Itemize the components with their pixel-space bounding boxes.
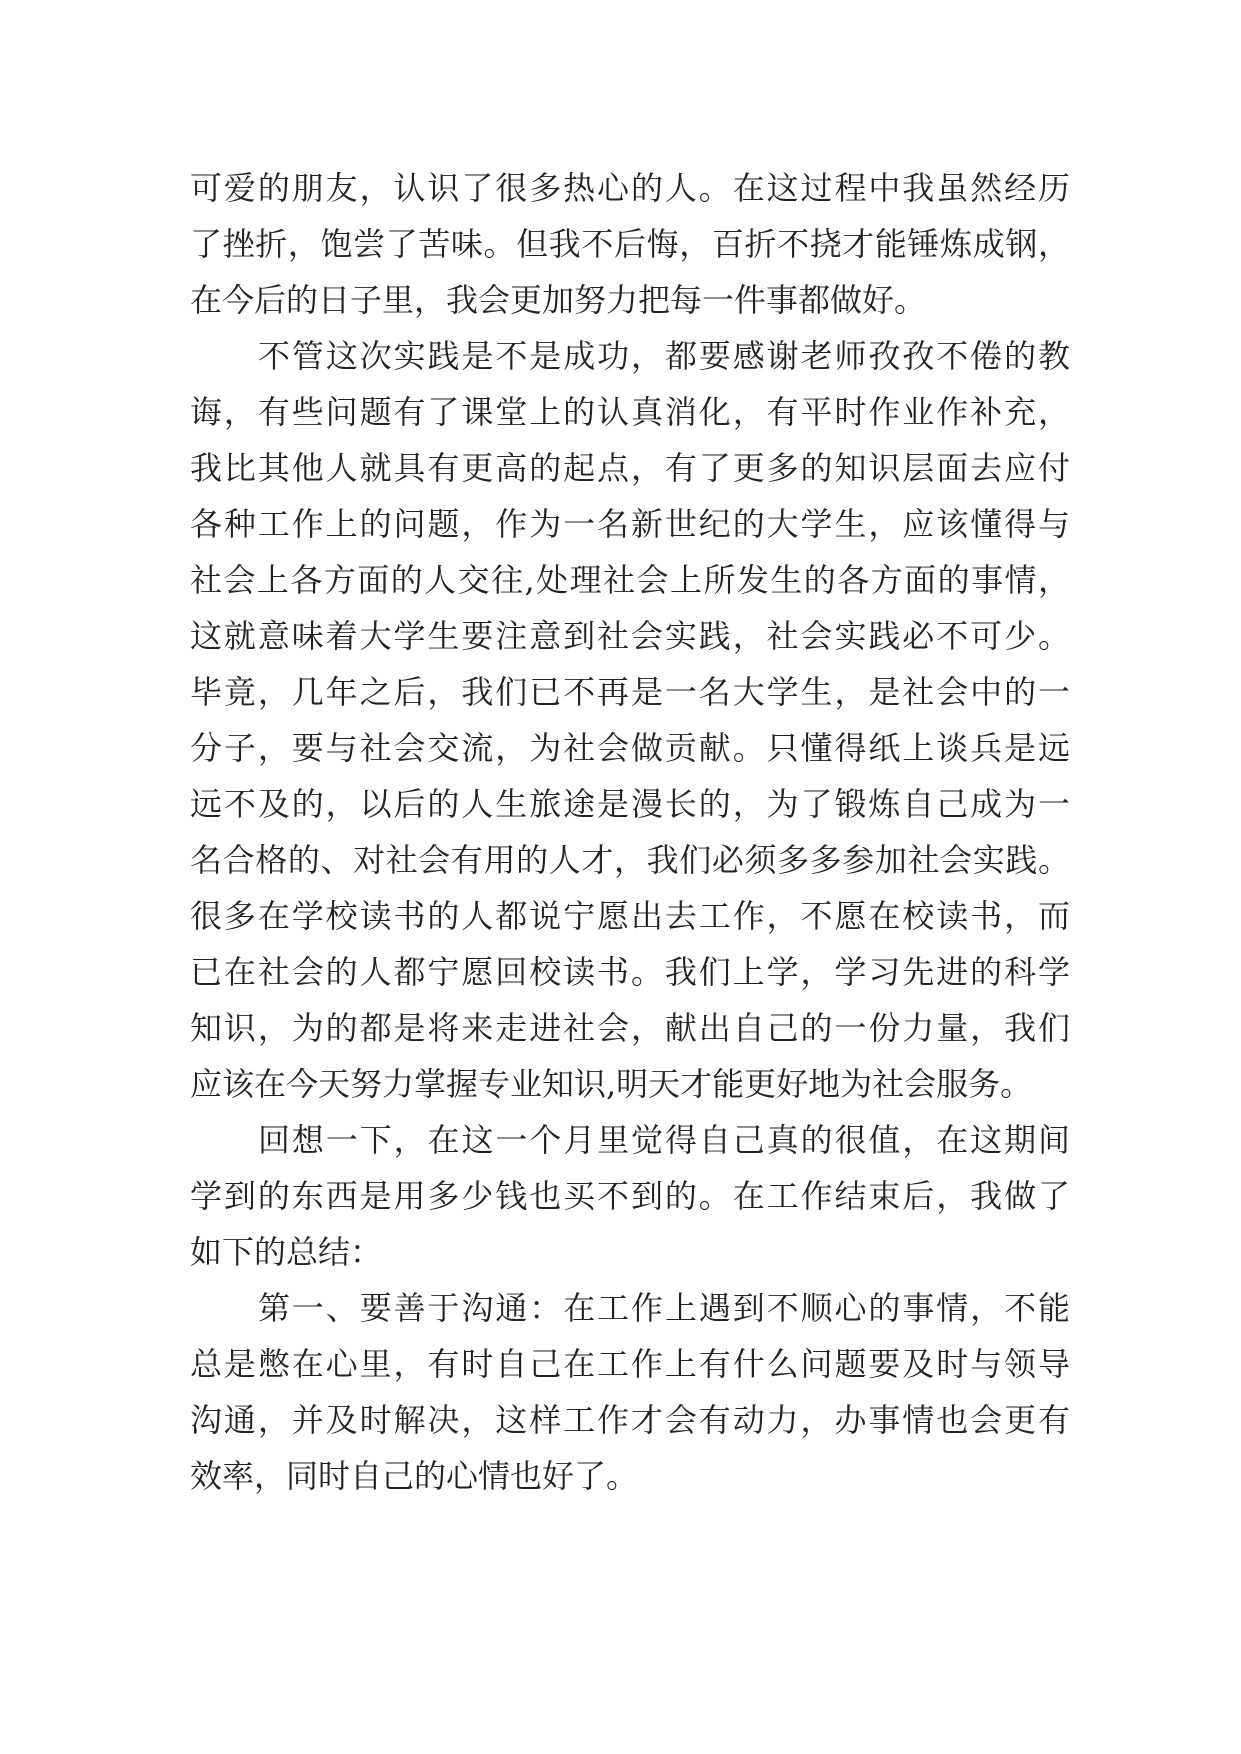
text-line: 各种工作上的问题，作为一名新世纪的大学生，应该懂得与	[190, 505, 1070, 543]
text-line: 应该在今天努力掌握专业知识,明天才能更好地为社会服务。	[190, 1065, 1033, 1103]
body-text	[190, 160, 1070, 1504]
text-line: 了挫折，饱尝了苦味。但我不后悔，百折不挠才能锤炼成钢，	[190, 225, 1070, 263]
paragraph-start-line: 回想一下，在这一个月里觉得自己真的很值，在这期间	[258, 1121, 1070, 1159]
text-line: 分子，要与社会交流，为社会做贡献。只懂得纸上谈兵是远	[190, 729, 1070, 767]
text-line: 诲，有些问题有了课堂上的认真消化，有平时作业作补充，	[190, 393, 1070, 431]
text-line: 名合格的、对社会有用的人才，我们必须多多参加社会实践。	[190, 841, 1070, 879]
paragraph-start-line: 第一、要善于沟通：在工作上遇到不顺心的事情，不能	[258, 1289, 1070, 1327]
text-line: 学到的东西是用多少钱也买不到的。在工作结束后，我做了	[190, 1177, 1070, 1215]
text-line: 在今后的日子里，我会更加努力把每一件事都做好。	[190, 281, 927, 319]
paragraph-start-line: 不管这次实践是不是成功，都要感谢老师孜孜不倦的教	[258, 337, 1070, 375]
text-line: 可爱的朋友，认识了很多热心的人。在这过程中我虽然经历	[190, 169, 1070, 207]
text-line: 总是憋在心里，有时自己在工作上有什么问题要及时与领导	[190, 1345, 1070, 1383]
text-line: 知识，为的都是将来走进社会，献出自己的一份力量，我们	[190, 1009, 1070, 1047]
text-line: 已在社会的人都宁愿回校读书。我们上学，学习先进的科学	[190, 953, 1070, 991]
text-line: 这就意味着大学生要注意到社会实践，社会实践必不可少。	[190, 617, 1070, 655]
text-line: 远不及的，以后的人生旅途是漫长的，为了锻炼自己成为一	[190, 785, 1070, 823]
text-line: 沟通，并及时解决，这样工作才会有动力，办事情也会更有	[190, 1401, 1070, 1439]
text-line: 毕竟，几年之后，我们已不再是一名大学生，是社会中的一	[190, 673, 1070, 711]
text-line: 效率，同时自己的心情也好了。	[190, 1457, 639, 1495]
text-line: 很多在学校读书的人都说宁愿出去工作，不愿在校读书，而	[190, 897, 1070, 935]
text-line: 社会上各方面的人交往,处理社会上所发生的各方面的事情，	[190, 561, 1070, 599]
text-line: 如下的总结：	[190, 1233, 383, 1271]
text-line: 我比其他人就具有更高的起点，有了更多的知识层面去应付	[190, 449, 1070, 487]
